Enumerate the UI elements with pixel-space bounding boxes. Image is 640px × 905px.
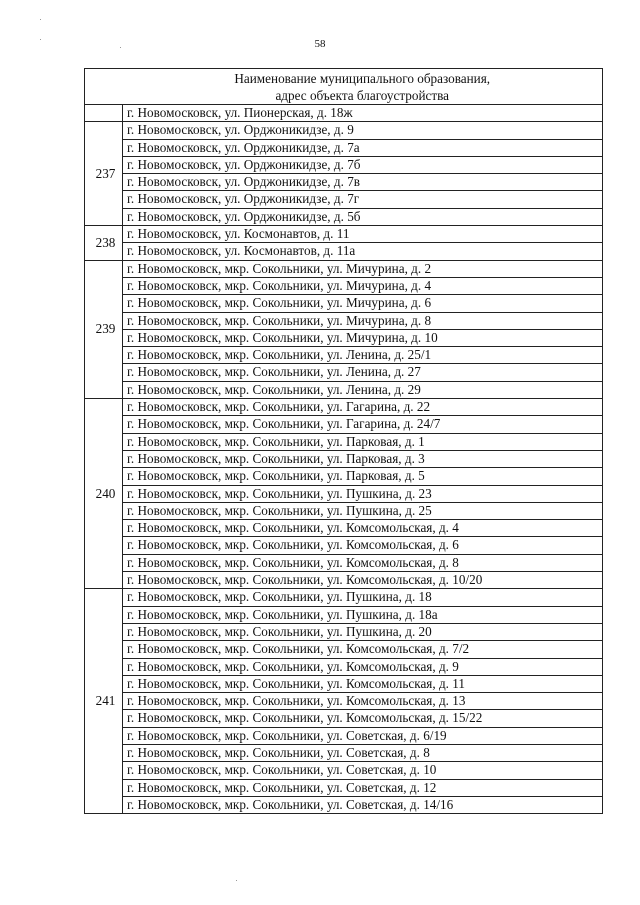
table-row <box>85 329 603 346</box>
table-row <box>85 554 603 571</box>
address-cell: г. Новомосковск, ул. Космонавтов, д. 11а <box>123 243 603 260</box>
address-cell: г. Новомосковск, мкр. Сокольники, ул. Комсомольская, д. 4 <box>123 520 603 537</box>
table-row <box>85 295 603 312</box>
address-cell: г. Новомосковск, мкр. Сокольники, ул. Пушкина, д. 18 <box>123 589 603 606</box>
address-cell: г. Новомосковск, мкр. Сокольники, ул. Парковая, д. 3 <box>123 450 603 467</box>
address-cell: г. Новомосковск, мкр. Сокольники, ул. Ленина, д. 25/1 <box>123 347 603 364</box>
table-row <box>85 693 603 710</box>
address-cell: г. Новомосковск, ул. Орджоникидзе, д. 7а <box>123 139 603 156</box>
address-cell: г. Новомосковск, мкр. Сокольники, ул. Комсомольская, д. 15/22 <box>123 710 603 727</box>
table-header-row <box>85 69 603 105</box>
table-row <box>85 156 603 173</box>
address-cell: г. Новомосковск, мкр. Сокольники, ул. Мичурина, д. 10 <box>123 329 603 346</box>
table-row <box>85 243 603 260</box>
address-cell: г. Новомосковск, мкр. Сокольники, ул. Пушкина, д. 18а <box>123 606 603 623</box>
header-line-2: адрес объекта благоустройства <box>275 88 450 103</box>
table-row <box>85 399 603 416</box>
item-number-cell: 238 <box>85 226 123 261</box>
table-row <box>85 105 603 122</box>
table-row <box>85 450 603 467</box>
table-row <box>85 468 603 485</box>
address-cell: г. Новомосковск, ул. Орджоникидзе, д. 7г <box>123 191 603 208</box>
address-cell: г. Новомосковск, мкр. Сокольники, ул. Комсомольская, д. 10/20 <box>123 572 603 589</box>
page-number: 58 <box>314 38 326 50</box>
item-number-cell: 237 <box>85 122 123 226</box>
table-row <box>85 502 603 519</box>
header-line-1: Наименование муниципального образования, <box>234 71 491 86</box>
table-row <box>85 658 603 675</box>
address-cell: г. Новомосковск, мкр. Сокольники, ул. Гагарина, д. 24/7 <box>123 416 603 433</box>
address-cell: г. Новомосковск, мкр. Сокольники, ул. Комсомольская, д. 11 <box>123 675 603 692</box>
table-row <box>85 537 603 554</box>
table-row <box>85 606 603 623</box>
table-row <box>85 520 603 537</box>
header-title-cell <box>123 69 603 105</box>
address-cell: г. Новомосковск, ул. Орджоникидзе, д. 7б <box>123 156 603 173</box>
address-cell: г. Новомосковск, мкр. Сокольники, ул. Мичурина, д. 6 <box>123 295 603 312</box>
table-row <box>85 381 603 398</box>
address-cell: г. Новомосковск, мкр. Сокольники, ул. Пушкина, д. 23 <box>123 485 603 502</box>
scan-speck <box>236 880 237 881</box>
address-cell: г. Новомосковск, мкр. Сокольники, ул. Комсомольская, д. 13 <box>123 693 603 710</box>
table-row <box>85 416 603 433</box>
table-row <box>85 727 603 744</box>
scan-speck <box>120 47 121 48</box>
address-cell: г. Новомосковск, ул. Орджоникидзе, д. 7в <box>123 174 603 191</box>
item-number-cell: 239 <box>85 260 123 398</box>
table-row <box>85 779 603 796</box>
item-number-cell: 241 <box>85 589 123 814</box>
table-row <box>85 174 603 191</box>
table-row <box>85 589 603 606</box>
address-cell: г. Новомосковск, мкр. Сокольники, ул. Гагарина, д. 22 <box>123 399 603 416</box>
address-table <box>84 68 603 814</box>
scan-speck <box>40 19 41 20</box>
table-row <box>85 572 603 589</box>
address-cell: г. Новомосковск, мкр. Сокольники, ул. Советская, д. 8 <box>123 744 603 761</box>
address-cell: г. Новомосковск, мкр. Сокольники, ул. Советская, д. 12 <box>123 779 603 796</box>
table-row <box>85 364 603 381</box>
table-row <box>85 623 603 640</box>
item-number-cell <box>85 105 123 122</box>
scan-speck <box>40 39 41 40</box>
address-cell: г. Новомосковск, ул. Орджоникидзе, д. 5б <box>123 208 603 225</box>
table-row <box>85 710 603 727</box>
table-row <box>85 277 603 294</box>
table-row <box>85 675 603 692</box>
address-cell: г. Новомосковск, мкр. Сокольники, ул. Мичурина, д. 2 <box>123 260 603 277</box>
table-row <box>85 796 603 813</box>
address-cell: г. Новомосковск, ул. Пионерская, д. 18ж <box>123 105 603 122</box>
table-row <box>85 641 603 658</box>
address-cell: г. Новомосковск, мкр. Сокольники, ул. Комсомольская, д. 9 <box>123 658 603 675</box>
address-cell: г. Новомосковск, мкр. Сокольники, ул. Парковая, д. 1 <box>123 433 603 450</box>
address-cell: г. Новомосковск, ул. Космонавтов, д. 11 <box>123 226 603 243</box>
table-row <box>85 122 603 139</box>
address-cell: г. Новомосковск, мкр. Сокольники, ул. Советская, д. 6/19 <box>123 727 603 744</box>
table-row <box>85 191 603 208</box>
table-row <box>85 226 603 243</box>
address-cell: г. Новомосковск, мкр. Сокольники, ул. Комсомольская, д. 7/2 <box>123 641 603 658</box>
table-row <box>85 762 603 779</box>
table-row <box>85 312 603 329</box>
address-cell: г. Новомосковск, мкр. Сокольники, ул. Комсомольская, д. 8 <box>123 554 603 571</box>
table-row <box>85 744 603 761</box>
address-cell: г. Новомосковск, мкр. Сокольники, ул. Комсомольская, д. 6 <box>123 537 603 554</box>
table-row <box>85 139 603 156</box>
address-cell: г. Новомосковск, мкр. Сокольники, ул. Советская, д. 14/16 <box>123 796 603 813</box>
item-number-cell: 240 <box>85 399 123 589</box>
address-cell: г. Новомосковск, мкр. Сокольники, ул. Парковая, д. 5 <box>123 468 603 485</box>
address-cell: г. Новомосковск, мкр. Сокольники, ул. Ленина, д. 29 <box>123 381 603 398</box>
table-body <box>85 105 603 814</box>
address-cell: г. Новомосковск, мкр. Сокольники, ул. Ленина, д. 27 <box>123 364 603 381</box>
address-cell: г. Новомосковск, мкр. Сокольники, ул. Пушкина, д. 25 <box>123 502 603 519</box>
table-row <box>85 208 603 225</box>
address-cell: г. Новомосковск, мкр. Сокольники, ул. Пушкина, д. 20 <box>123 623 603 640</box>
table-row <box>85 433 603 450</box>
table-row <box>85 260 603 277</box>
address-cell: г. Новомосковск, мкр. Сокольники, ул. Мичурина, д. 4 <box>123 277 603 294</box>
address-cell: г. Новомосковск, ул. Орджоникидзе, д. 9 <box>123 122 603 139</box>
address-cell: г. Новомосковск, мкр. Сокольники, ул. Мичурина, д. 8 <box>123 312 603 329</box>
table-row <box>85 485 603 502</box>
address-cell: г. Новомосковск, мкр. Сокольники, ул. Советская, д. 10 <box>123 762 603 779</box>
header-number-cell <box>85 69 123 105</box>
table-row <box>85 347 603 364</box>
